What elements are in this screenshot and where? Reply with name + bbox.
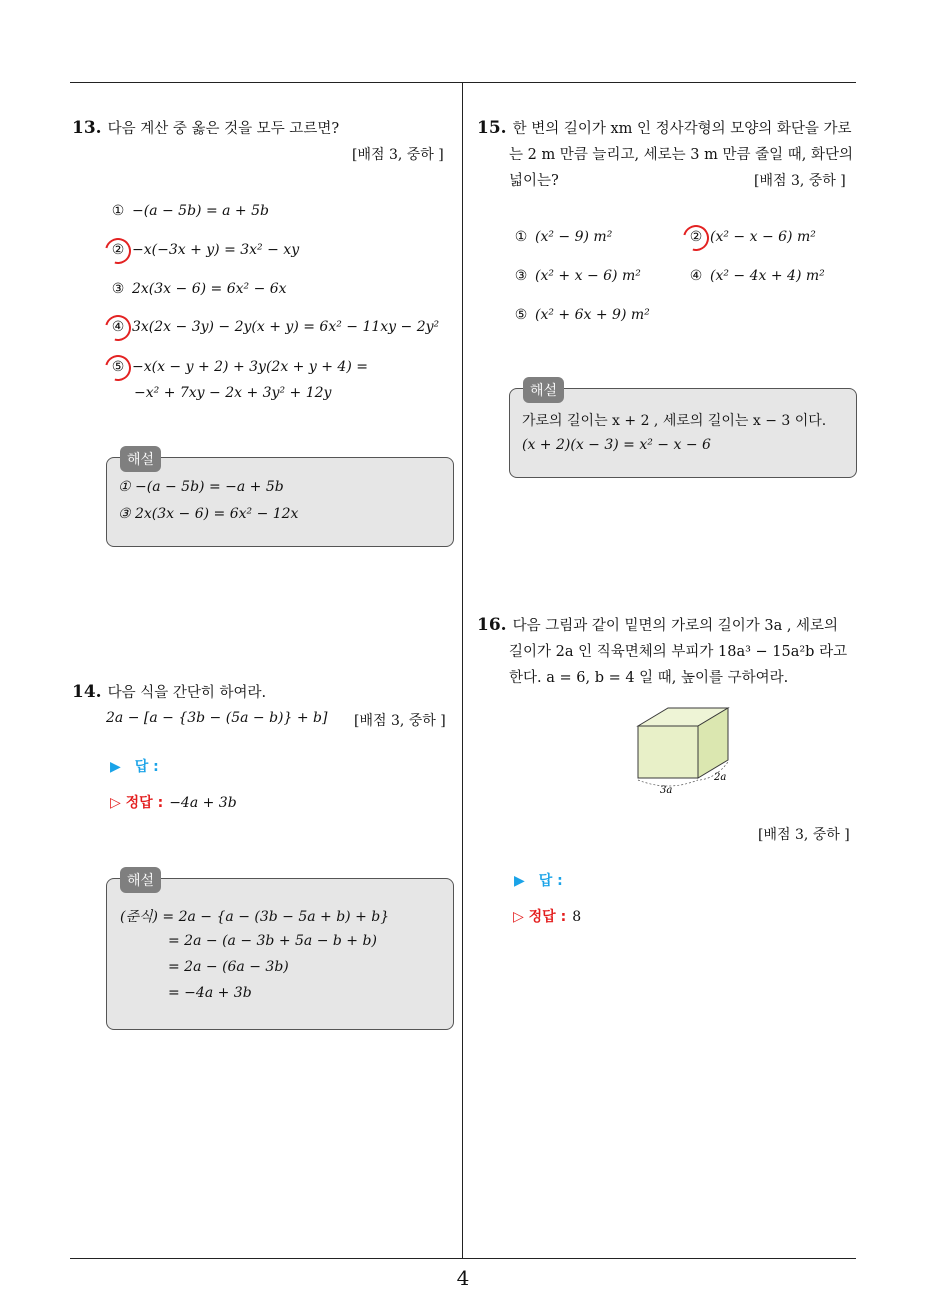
explanation-label: 해설 (523, 377, 564, 403)
solution-marker: ▷ (110, 795, 121, 811)
top-rule (70, 82, 856, 83)
answer-field[interactable] (514, 870, 563, 890)
choice-1[interactable]: ① −(a − 5b) = a + 5b (111, 203, 269, 219)
column-divider (462, 82, 463, 1258)
explanation-box (106, 878, 454, 1030)
question-text-line: 넓이는? (509, 173, 559, 189)
choice-5-continued: −x² + 7xy − 2x + 3y² + 12y (134, 385, 332, 401)
choice-5[interactable]: ⑤ (x² + 6x + 9) m² (514, 307, 650, 323)
question-expression: 2a − [a − {3b − (5a − b)} + b] (106, 710, 328, 726)
choice-4[interactable]: ④ 3x(2x − 3y) − 2y(x + y) = 6x² − 11xy − 2y² (111, 319, 440, 335)
depth-label: 2a (714, 772, 727, 783)
answer-marker: ▶ (110, 759, 121, 775)
question-meta: [배점 3, 중하 ] (354, 713, 446, 729)
explanation-line: ③ 2x(3x − 6) = 6x² − 12x (118, 506, 299, 522)
choice-3[interactable]: ③ 2x(3x − 6) = 6x² − 6x (111, 281, 287, 297)
width-label: 3a (660, 785, 673, 796)
solution-label: 정답 : (125, 795, 164, 811)
question-number: 14. (72, 682, 102, 702)
question-13 (72, 115, 339, 142)
solution-value: 8 (572, 909, 582, 925)
solution-value: −4a + 3b (169, 795, 237, 811)
question-number: 13. (72, 118, 102, 138)
solution-marker: ▷ (513, 909, 524, 925)
answer-mark-circle (678, 220, 714, 256)
choice-1[interactable]: ① (x² − 9) m² (514, 229, 613, 245)
question-14 (72, 679, 266, 706)
question-text-line: 다음 그림과 같이 밑면의 가로의 길이가 3a , 세로의 (512, 618, 839, 634)
explanation-label: 해설 (120, 446, 161, 472)
bottom-rule (70, 1258, 856, 1259)
answer-label: 답 : (538, 873, 563, 889)
explanation-line: (x + 2)(x − 3) = x² − x − 6 (522, 437, 711, 453)
question-text: 다음 계산 중 옳은 것을 모두 고르면? (107, 121, 340, 137)
choice-2[interactable]: ② −x(−3x + y) = 3x² − xy (111, 242, 300, 258)
cuboid-figure (630, 700, 740, 800)
page-number: 4 (456, 1266, 470, 1290)
question-number: 16. (477, 615, 507, 635)
question-text-line: 한 변의 길이가 xm 인 정사각형의 모양의 화단을 가로 (512, 121, 852, 137)
question-text: 다음 식을 간단히 하여라. (107, 685, 267, 701)
solution-row (110, 792, 237, 812)
answer-label: 답 : (134, 759, 159, 775)
choice-2[interactable]: ② (x² − x − 6) m² (689, 229, 816, 245)
answer-mark-circle (100, 310, 136, 346)
question-meta: [배점 3, 중하 ] (754, 173, 846, 189)
explanation-line: = 2a − (6a − 3b) (168, 959, 289, 975)
explanation-line: = 2a − (a − 3b + 5a − b + b) (168, 933, 377, 949)
question-text-line: 한다. a = 6, b = 4 일 때, 높이를 구하여라. (509, 670, 789, 686)
choice-4[interactable]: ④ (x² − 4x + 4) m² (689, 268, 825, 284)
solution-row (513, 906, 581, 926)
choice-3[interactable]: ③ (x² + x − 6) m² (514, 268, 641, 284)
question-16 (477, 612, 862, 691)
explanation-line: ① −(a − 5b) = −a + 5b (118, 479, 284, 495)
answer-mark-circle (100, 233, 136, 269)
answer-marker: ▶ (514, 873, 525, 889)
explanation-line: (준식) = 2a − {a − (3b − 5a + b) + b} (120, 909, 390, 925)
question-meta: [배점 3, 중하 ] (352, 147, 444, 163)
question-meta: [배점 3, 중하 ] (758, 827, 850, 843)
explanation-line: = −4a + 3b (168, 985, 252, 1001)
question-number: 15. (477, 118, 507, 138)
explanation-label: 해설 (120, 867, 161, 893)
question-text-line: 는 2 m 만큼 늘리고, 세로는 3 m 만큼 줄일 때, 화단의 (509, 147, 853, 163)
explanation-line: 가로의 길이는 x + 2 , 세로의 길이는 x − 3 이다. (522, 413, 827, 429)
choice-5[interactable]: ⑤ −x(x − y + 2) + 3y(2x + y + 4) = (111, 359, 368, 375)
answer-field[interactable] (110, 756, 159, 776)
answer-mark-circle (100, 350, 136, 386)
question-text-line: 길이가 2a 인 직육면체의 부피가 18a³ − 15a²b 라고 (509, 644, 848, 660)
solution-label: 정답 : (528, 909, 567, 925)
